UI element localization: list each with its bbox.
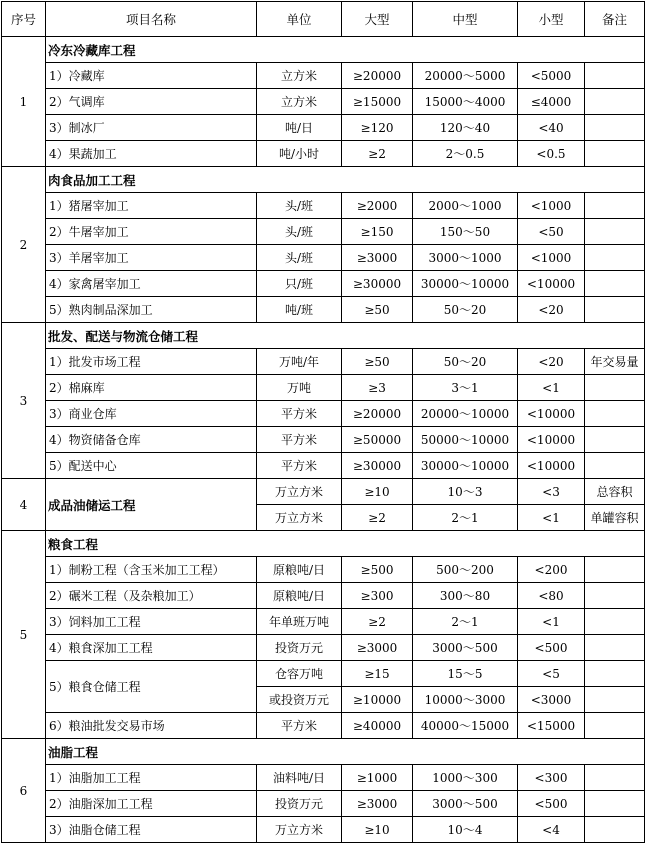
medium-cell: 15000～4000 — [413, 89, 518, 115]
small-cell: <10000 — [518, 453, 585, 479]
small-cell: <300 — [518, 765, 585, 791]
small-cell: ≤4000 — [518, 89, 585, 115]
medium-cell: 150～50 — [413, 219, 518, 245]
table-row — [2, 713, 645, 739]
medium-cell: 20000～10000 — [413, 401, 518, 427]
project-name: 1）批发市场工程 — [46, 349, 257, 375]
project-name: 2）棉麻库 — [46, 375, 257, 401]
unit-cell: 立方米 — [257, 89, 342, 115]
unit-cell: 万立方米 — [257, 817, 342, 843]
table-row — [2, 219, 645, 245]
small-cell: <500 — [518, 635, 585, 661]
large-cell: ≥10 — [342, 817, 413, 843]
medium-cell: 2～0.5 — [413, 141, 518, 167]
note-cell — [585, 817, 645, 843]
header-medium: 中型 — [413, 2, 518, 37]
small-cell: <1 — [518, 505, 585, 531]
unit-cell: 平方米 — [257, 427, 342, 453]
project-name: 2）气调库 — [46, 89, 257, 115]
project-name: 4）果蔬加工 — [46, 141, 257, 167]
small-cell: <5000 — [518, 63, 585, 89]
unit-cell: 或投资万元 — [257, 687, 342, 713]
unit-cell: 平方米 — [257, 401, 342, 427]
unit-cell: 万立方米 — [257, 479, 342, 505]
note-cell: 单罐容积 — [585, 505, 645, 531]
note-cell — [585, 219, 645, 245]
note-cell — [585, 141, 645, 167]
medium-cell: 3000～500 — [413, 635, 518, 661]
large-cell: ≥150 — [342, 219, 413, 245]
note-cell: 年交易量 — [585, 349, 645, 375]
note-cell — [585, 375, 645, 401]
project-name: 1）油脂加工工程 — [46, 765, 257, 791]
table-row — [2, 765, 645, 791]
category-title: 成品油储运工程 — [46, 479, 257, 531]
project-name: 3）饲料加工工程 — [46, 609, 257, 635]
note-cell — [585, 297, 645, 323]
small-cell: <1 — [518, 609, 585, 635]
small-cell: <0.5 — [518, 141, 585, 167]
medium-cell: 3000～1000 — [413, 245, 518, 271]
header-unit: 单位 — [257, 2, 342, 37]
category-row — [2, 323, 645, 349]
medium-cell: 2～1 — [413, 609, 518, 635]
medium-cell: 30000～10000 — [413, 453, 518, 479]
project-name: 1）冷藏库 — [46, 63, 257, 89]
large-cell: ≥2 — [342, 141, 413, 167]
medium-cell: 15～5 — [413, 661, 518, 687]
seq-cell: 5 — [2, 531, 46, 739]
project-name: 4）粮食深加工工程 — [46, 635, 257, 661]
table-row — [2, 115, 645, 141]
medium-cell: 2～1 — [413, 505, 518, 531]
large-cell: ≥500 — [342, 557, 413, 583]
unit-cell: 吨/日 — [257, 115, 342, 141]
category-row — [2, 167, 645, 193]
unit-cell: 油料吨/日 — [257, 765, 342, 791]
large-cell: ≥10000 — [342, 687, 413, 713]
header-project-name: 项目名称 — [46, 2, 257, 37]
large-cell: ≥40000 — [342, 713, 413, 739]
small-cell: <80 — [518, 583, 585, 609]
seq-cell: 1 — [2, 37, 46, 167]
small-cell: <1000 — [518, 245, 585, 271]
project-scale-table — [1, 1, 645, 843]
table-row — [2, 245, 645, 271]
medium-cell: 1000～300 — [413, 765, 518, 791]
project-name: 3）商业仓库 — [46, 401, 257, 427]
project-name: 4）物资储备仓库 — [46, 427, 257, 453]
header-large: 大型 — [342, 2, 413, 37]
large-cell: ≥2000 — [342, 193, 413, 219]
seq-cell: 4 — [2, 479, 46, 531]
note-cell — [585, 115, 645, 141]
note-cell — [585, 765, 645, 791]
small-cell: <10000 — [518, 401, 585, 427]
small-cell: <500 — [518, 791, 585, 817]
project-name: 1）猪屠宰加工 — [46, 193, 257, 219]
unit-cell: 吨/小时 — [257, 141, 342, 167]
medium-cell: 20000～5000 — [413, 63, 518, 89]
note-cell — [585, 427, 645, 453]
category-title: 肉食品加工工程 — [46, 167, 645, 193]
category-row — [2, 37, 645, 63]
project-name: 3）羊屠宰加工 — [46, 245, 257, 271]
note-cell — [585, 583, 645, 609]
small-cell: <200 — [518, 557, 585, 583]
medium-cell: 40000～15000 — [413, 713, 518, 739]
large-cell: ≥3000 — [342, 635, 413, 661]
seq-cell: 6 — [2, 739, 46, 843]
header-seq: 序号 — [2, 2, 46, 37]
medium-cell: 10000～3000 — [413, 687, 518, 713]
table-row — [2, 401, 645, 427]
project-name: 3）油脂仓储工程 — [46, 817, 257, 843]
table-row — [2, 635, 645, 661]
note-cell — [585, 713, 645, 739]
category-title: 批发、配送与物流仓储工程 — [46, 323, 645, 349]
large-cell: ≥50 — [342, 297, 413, 323]
project-name: 2）油脂深加工工程 — [46, 791, 257, 817]
unit-cell: 万吨/年 — [257, 349, 342, 375]
table-row — [2, 427, 645, 453]
unit-cell: 平方米 — [257, 713, 342, 739]
note-cell — [585, 89, 645, 115]
project-name: 5）粮食仓储工程 — [46, 661, 257, 713]
project-name: 5）熟肉制品深加工 — [46, 297, 257, 323]
unit-cell: 平方米 — [257, 453, 342, 479]
small-cell: <10000 — [518, 427, 585, 453]
unit-cell: 万立方米 — [257, 505, 342, 531]
note-cell — [585, 453, 645, 479]
table-row — [2, 141, 645, 167]
medium-cell: 3000～500 — [413, 791, 518, 817]
unit-cell: 吨/班 — [257, 297, 342, 323]
project-name: 6）粮油批发交易市场 — [46, 713, 257, 739]
large-cell: ≥15 — [342, 661, 413, 687]
table-row — [2, 479, 645, 505]
medium-cell: 50～20 — [413, 349, 518, 375]
category-title: 冷东冷藏库工程 — [46, 37, 645, 63]
note-cell — [585, 271, 645, 297]
small-cell: <5 — [518, 661, 585, 687]
table-row — [2, 271, 645, 297]
unit-cell: 原粮吨/日 — [257, 583, 342, 609]
header-note: 备注 — [585, 2, 645, 37]
header-small: 小型 — [518, 2, 585, 37]
project-name: 1）制粉工程（含玉米加工工程） — [46, 557, 257, 583]
table-row — [2, 453, 645, 479]
category-title: 粮食工程 — [46, 531, 645, 557]
medium-cell: 10～3 — [413, 479, 518, 505]
small-cell: <1000 — [518, 193, 585, 219]
table-row — [2, 297, 645, 323]
note-cell — [585, 245, 645, 271]
large-cell: ≥30000 — [342, 271, 413, 297]
note-cell — [585, 401, 645, 427]
large-cell: ≥300 — [342, 583, 413, 609]
note-cell — [585, 557, 645, 583]
large-cell: ≥50 — [342, 349, 413, 375]
large-cell: ≥10 — [342, 479, 413, 505]
table-row — [2, 63, 645, 89]
project-name: 5）配送中心 — [46, 453, 257, 479]
small-cell: <20 — [518, 349, 585, 375]
unit-cell: 立方米 — [257, 63, 342, 89]
unit-cell: 只/班 — [257, 271, 342, 297]
project-name: 3）制冰厂 — [46, 115, 257, 141]
unit-cell: 仓容万吨 — [257, 661, 342, 687]
note-cell — [585, 661, 645, 687]
small-cell: <40 — [518, 115, 585, 141]
small-cell: <20 — [518, 297, 585, 323]
table-row — [2, 349, 645, 375]
small-cell: <15000 — [518, 713, 585, 739]
large-cell: ≥20000 — [342, 63, 413, 89]
project-name: 2）碾米工程（及杂粮加工） — [46, 583, 257, 609]
medium-cell: 300～80 — [413, 583, 518, 609]
seq-cell: 3 — [2, 323, 46, 479]
table-row — [2, 375, 645, 401]
note-cell — [585, 687, 645, 713]
small-cell: <3 — [518, 479, 585, 505]
medium-cell: 50000～10000 — [413, 427, 518, 453]
table-row — [2, 583, 645, 609]
project-name: 2）牛屠宰加工 — [46, 219, 257, 245]
large-cell: ≥20000 — [342, 401, 413, 427]
category-title: 油脂工程 — [46, 739, 645, 765]
medium-cell: 3～1 — [413, 375, 518, 401]
small-cell: <50 — [518, 219, 585, 245]
note-cell — [585, 609, 645, 635]
unit-cell: 头/班 — [257, 219, 342, 245]
medium-cell: 500～200 — [413, 557, 518, 583]
note-cell — [585, 635, 645, 661]
small-cell: <10000 — [518, 271, 585, 297]
large-cell: ≥120 — [342, 115, 413, 141]
project-name: 4）家禽屠宰加工 — [46, 271, 257, 297]
small-cell: <1 — [518, 375, 585, 401]
note-cell — [585, 791, 645, 817]
small-cell: <4 — [518, 817, 585, 843]
medium-cell: 10～4 — [413, 817, 518, 843]
table-row — [2, 661, 645, 687]
table-row — [2, 193, 645, 219]
large-cell: ≥15000 — [342, 89, 413, 115]
note-cell: 总容积 — [585, 479, 645, 505]
medium-cell: 120～40 — [413, 115, 518, 141]
large-cell: ≥3 — [342, 375, 413, 401]
large-cell: ≥2 — [342, 609, 413, 635]
unit-cell: 年单班万吨 — [257, 609, 342, 635]
unit-cell: 万吨 — [257, 375, 342, 401]
unit-cell: 投资万元 — [257, 635, 342, 661]
large-cell: ≥3000 — [342, 245, 413, 271]
note-cell — [585, 193, 645, 219]
category-row — [2, 739, 645, 765]
unit-cell: 原粮吨/日 — [257, 557, 342, 583]
table-row — [2, 609, 645, 635]
note-cell — [585, 63, 645, 89]
large-cell: ≥3000 — [342, 791, 413, 817]
table-row — [2, 557, 645, 583]
table-row — [2, 791, 645, 817]
medium-cell: 30000～10000 — [413, 271, 518, 297]
seq-cell: 2 — [2, 167, 46, 323]
medium-cell: 2000～1000 — [413, 193, 518, 219]
header-row — [2, 2, 645, 37]
large-cell: ≥1000 — [342, 765, 413, 791]
table-row — [2, 817, 645, 843]
large-cell: ≥30000 — [342, 453, 413, 479]
large-cell: ≥2 — [342, 505, 413, 531]
table-row — [2, 89, 645, 115]
category-row — [2, 531, 645, 557]
large-cell: ≥50000 — [342, 427, 413, 453]
unit-cell: 头/班 — [257, 193, 342, 219]
small-cell: <3000 — [518, 687, 585, 713]
unit-cell: 投资万元 — [257, 791, 342, 817]
unit-cell: 头/班 — [257, 245, 342, 271]
medium-cell: 50～20 — [413, 297, 518, 323]
